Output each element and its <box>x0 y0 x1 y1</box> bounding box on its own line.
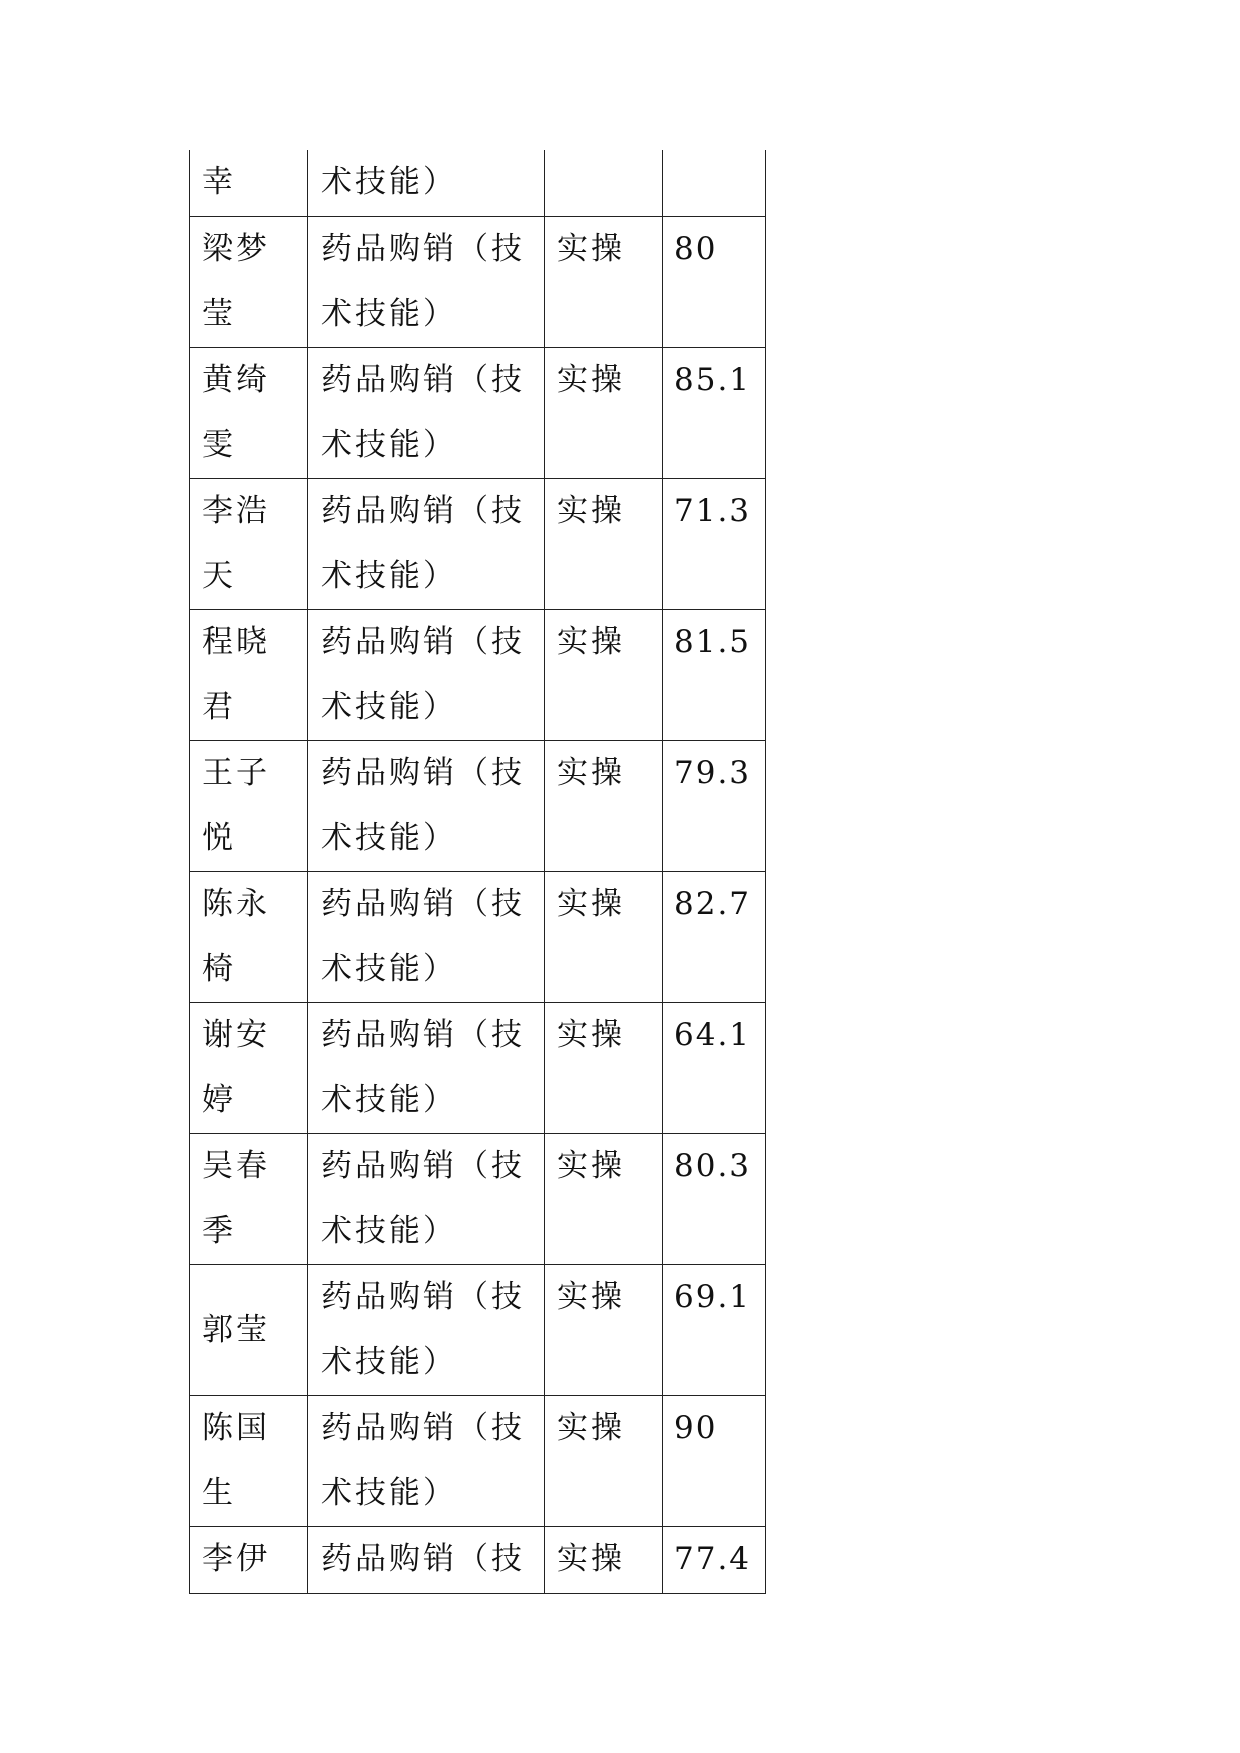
course-text: 药品购销（技术技能） <box>321 755 525 856</box>
course-cell <box>308 1134 545 1265</box>
name-text: 幸 <box>202 164 236 200</box>
type-text: 实操 <box>557 362 625 398</box>
type-cell <box>545 1134 663 1265</box>
name-text: 谢安婷 <box>202 1017 270 1118</box>
course-cell <box>308 1265 545 1396</box>
course-text: 药品购销（技术技能） <box>321 231 525 332</box>
table-row <box>190 872 766 1003</box>
course-text: 药品购销（技术技能） <box>321 886 525 987</box>
type-text: 实操 <box>557 1148 625 1184</box>
score-text: 79.3 <box>674 755 752 791</box>
score-text: 85.1 <box>674 362 752 398</box>
name-text: 梁梦莹 <box>202 231 270 332</box>
score-cell <box>663 741 766 872</box>
course-text: 药品购销（技 <box>321 1541 525 1577</box>
name-text: 黄绮雯 <box>202 362 270 463</box>
name-cell <box>190 741 308 872</box>
course-text: 药品购销（技术技能） <box>321 1148 525 1249</box>
name-cell <box>190 872 308 1003</box>
name-text: 王子悦 <box>202 755 270 856</box>
course-cell <box>308 1396 545 1527</box>
name-cell <box>190 217 308 348</box>
course-cell <box>308 872 545 1003</box>
course-text: 药品购销（技术技能） <box>321 1410 525 1511</box>
score-text: 71.3 <box>674 493 752 529</box>
score-cell <box>663 479 766 610</box>
name-cell <box>190 348 308 479</box>
course-cell <box>308 741 545 872</box>
score-cell <box>663 150 766 217</box>
type-text: 实操 <box>557 231 625 267</box>
name-text: 程晓君 <box>202 624 270 725</box>
table-row <box>190 1265 766 1396</box>
type-text: 实操 <box>557 1541 625 1577</box>
type-text: 实操 <box>557 624 625 660</box>
name-cell <box>190 1527 308 1594</box>
table-row <box>190 1527 766 1594</box>
course-text: 药品购销（技术技能） <box>321 1279 525 1380</box>
type-text: 实操 <box>557 1017 625 1053</box>
score-text: 77.4 <box>674 1541 752 1577</box>
score-cell <box>663 1396 766 1527</box>
type-text: 实操 <box>557 493 625 529</box>
type-cell <box>545 150 663 217</box>
course-cell <box>308 1527 545 1594</box>
type-text: 实操 <box>557 755 625 791</box>
table-row <box>190 348 766 479</box>
course-cell <box>308 1003 545 1134</box>
score-text: 81.5 <box>674 624 752 660</box>
table-row <box>190 610 766 741</box>
type-cell <box>545 872 663 1003</box>
name-text: 吴春季 <box>202 1148 270 1249</box>
score-text: 82.7 <box>674 886 752 922</box>
name-cell <box>190 150 308 217</box>
table-row <box>190 150 766 217</box>
score-cell <box>663 872 766 1003</box>
course-cell <box>308 217 545 348</box>
type-cell <box>545 479 663 610</box>
type-cell <box>545 1265 663 1396</box>
course-text: 药品购销（技术技能） <box>321 493 525 594</box>
score-text: 90 <box>674 1410 718 1446</box>
name-text: 陈国生 <box>202 1410 270 1511</box>
name-text: 陈永椅 <box>202 886 270 987</box>
name-cell <box>190 1396 308 1527</box>
score-cell <box>663 1527 766 1594</box>
name-text: 李浩天 <box>202 493 270 594</box>
course-cell <box>308 150 545 217</box>
type-text: 实操 <box>557 1410 625 1446</box>
table-row <box>190 741 766 872</box>
score-cell <box>663 1265 766 1396</box>
name-cell <box>190 1265 308 1396</box>
name-text: 郭莹 <box>202 1311 270 1348</box>
type-cell <box>545 741 663 872</box>
score-text: 80 <box>674 231 718 267</box>
name-text: 李伊 <box>202 1541 270 1577</box>
type-cell <box>545 217 663 348</box>
type-cell <box>545 610 663 741</box>
score-cell <box>663 217 766 348</box>
type-cell <box>545 1003 663 1134</box>
score-cell <box>663 1134 766 1265</box>
score-cell <box>663 1003 766 1134</box>
score-text: 80.3 <box>674 1148 752 1184</box>
name-cell <box>190 479 308 610</box>
course-text: 药品购销（技术技能） <box>321 362 525 463</box>
score-cell <box>663 348 766 479</box>
course-text: 术技能） <box>321 164 457 200</box>
table-body <box>190 150 766 1594</box>
course-text: 药品购销（技术技能） <box>321 1017 525 1118</box>
course-cell <box>308 348 545 479</box>
score-cell <box>663 610 766 741</box>
table-row <box>190 217 766 348</box>
type-cell <box>545 1396 663 1527</box>
type-cell <box>545 348 663 479</box>
table-row <box>190 479 766 610</box>
type-cell <box>545 1527 663 1594</box>
course-text: 药品购销（技术技能） <box>321 624 525 725</box>
course-cell <box>308 479 545 610</box>
name-cell <box>190 1003 308 1134</box>
type-text: 实操 <box>557 1279 625 1315</box>
type-text: 实操 <box>557 886 625 922</box>
table-row <box>190 1396 766 1527</box>
score-text: 69.1 <box>674 1279 752 1315</box>
score-text: 64.1 <box>674 1017 752 1053</box>
name-cell <box>190 610 308 741</box>
course-cell <box>308 610 545 741</box>
table-row <box>190 1003 766 1134</box>
score-table <box>189 150 766 1594</box>
table-row <box>190 1134 766 1265</box>
name-cell <box>190 1134 308 1265</box>
